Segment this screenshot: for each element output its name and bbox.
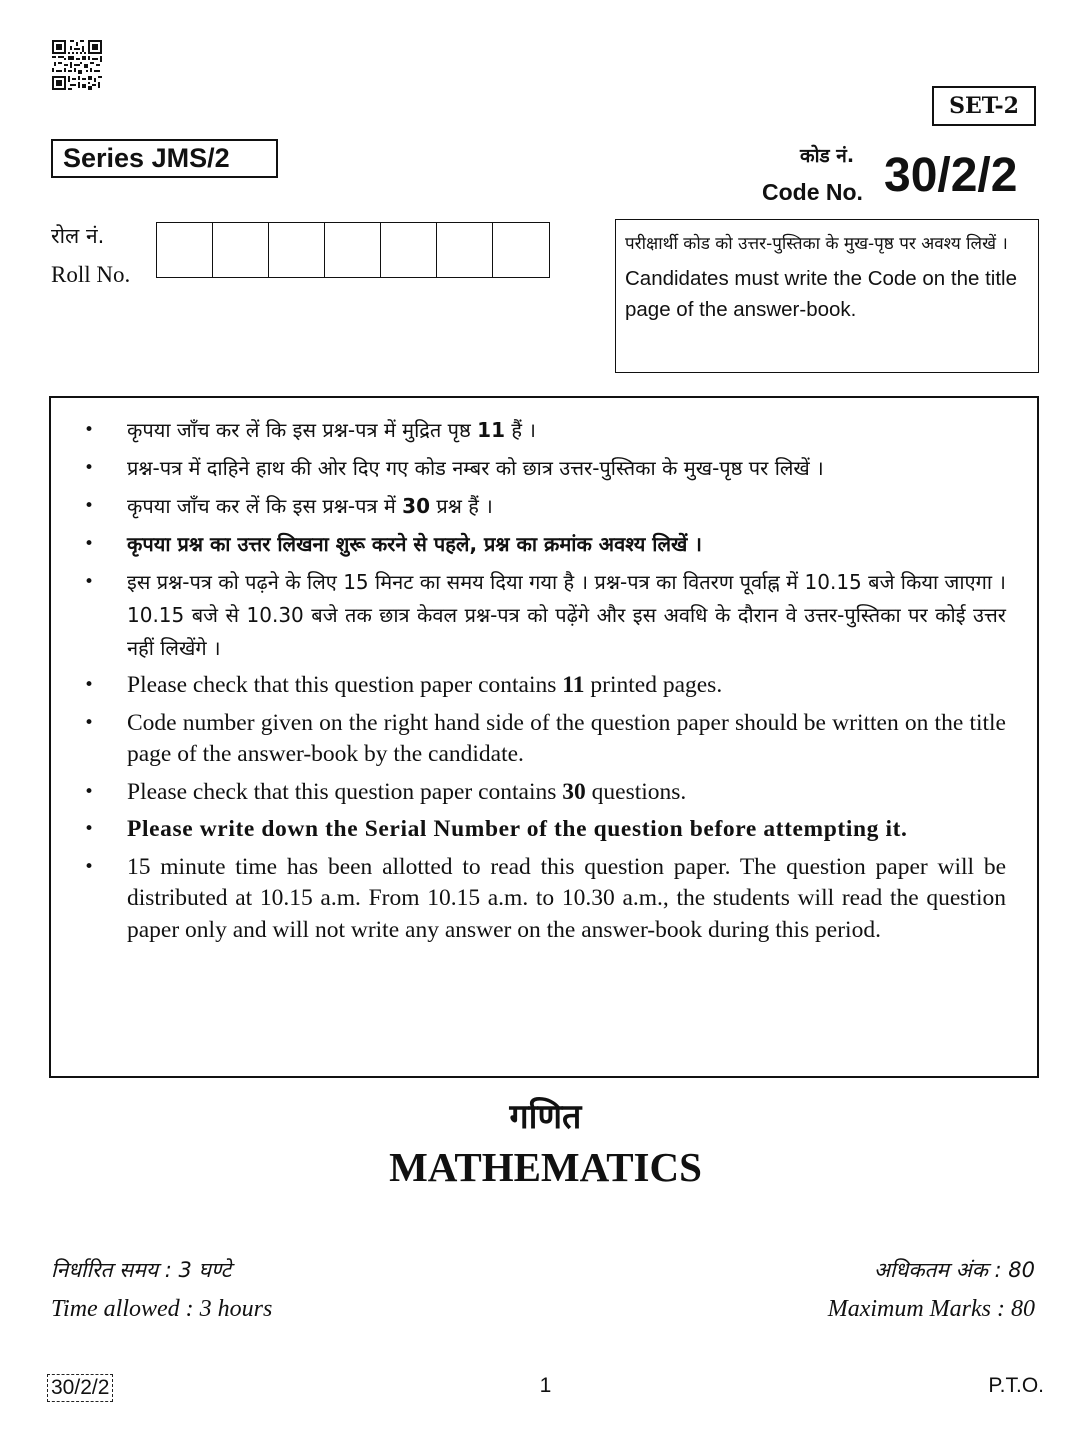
roll-number-box[interactable] — [213, 223, 269, 277]
candidate-notice-box — [615, 219, 1039, 373]
candidate-notice-english: Candidates must write the Code on the title page of the answer-book. — [625, 267, 1017, 321]
roll-number-box[interactable] — [381, 223, 437, 277]
bullet-icon: • — [84, 458, 95, 478]
instructions-list — [51, 398, 1037, 946]
roll-number-box[interactable] — [157, 223, 213, 277]
instruction-item: • कृपया जाँच कर लें कि इस प्रश्न-पत्र में मुद्रित पृष्ठ 11 हैं । — [51, 414, 1006, 447]
time-allowed-english: Time allowed : 3 hours — [51, 1296, 273, 1322]
bullet-icon: • — [84, 856, 95, 877]
page-number: 1 — [539, 1374, 552, 1397]
bullet-icon: • — [84, 534, 95, 554]
roll-label-english: Roll No. — [51, 262, 131, 287]
candidate-notice-hindi: परीक्षार्थी कोड को उत्तर-पुस्तिका के मुख-पृष्ठ पर अवश्य लिखें । — [625, 234, 1008, 254]
roll-number-box[interactable] — [325, 223, 381, 277]
set-label: SET-2 — [932, 86, 1036, 126]
roll-number-box[interactable] — [437, 223, 493, 277]
code-label-hindi: कोड नं. — [800, 145, 855, 167]
instruction-item: • Code number given on the right hand side of the question paper should be written on the title page of the answer-book by the candidate. — [84, 709, 1006, 767]
roll-number-box[interactable] — [269, 223, 325, 277]
bullet-icon: • — [84, 712, 95, 733]
code-number: 30/2/2 — [884, 149, 1018, 202]
bullet-icon: • — [84, 675, 95, 695]
instruction-item: • कृपया जाँच कर लें कि इस प्रश्न-पत्र में 30 प्रश्न हैं । — [51, 490, 1006, 523]
please-turn-over: P.T.O. — [988, 1374, 1044, 1397]
roll-number-box[interactable] — [493, 223, 549, 277]
bullet-icon: • — [84, 572, 95, 592]
bullet-icon: • — [84, 420, 95, 440]
subject-title-english: MATHEMATICS — [389, 1144, 702, 1190]
bullet-icon: • — [84, 496, 95, 516]
instructions-box — [49, 396, 1039, 1078]
instruction-item: • Please write down the Serial Number of the question before attempting it. — [51, 814, 1006, 846]
code-label-english: Code No. — [762, 179, 863, 205]
qr-code-icon — [52, 40, 102, 90]
instruction-item: • कृपया प्रश्न का उत्तर लिखना शुरू करने से पहले, प्रश्न का क्रमांक अवश्य लिखें । — [51, 528, 1006, 561]
instruction-item: • Please check that this question paper contains 11 printed pages. — [51, 670, 1006, 702]
maximum-marks-english: Maximum Marks : 80 — [827, 1296, 1035, 1322]
maximum-marks-hindi: अधिकतम अंक : 80 — [873, 1258, 1035, 1282]
series-label: Series JMS/2 — [51, 139, 278, 178]
time-allowed-hindi: निर्धारित समय : 3 घण्टे — [51, 1258, 232, 1282]
footer-code: 30/2/2 — [47, 1374, 113, 1402]
subject-title-hindi: गणित — [509, 1097, 582, 1137]
bullet-icon: • — [84, 819, 95, 839]
bullet-icon: • — [84, 781, 95, 802]
instruction-item: • 15 minute time has been allotted to read this question paper. The question paper will be distributed at 10.15 a.m. From 10.15 a.m. to 10.30 a.m., the students will read the question paper only and will not write any answer on the answer-book during this period. — [84, 853, 1006, 943]
roll-number-grid[interactable] — [156, 222, 550, 278]
roll-label-hindi: रोल नं. — [51, 224, 105, 248]
instruction-item: • Please check that this question paper contains 30 questions. — [51, 777, 1006, 809]
instruction-item: • प्रश्न-पत्र में दाहिने हाथ की ओर दिए गए कोड नम्बर को छात्र उत्तर-पुस्तिका के मुख-पृष्ठ पर लिखें । — [51, 452, 1006, 485]
instruction-item: • इस प्रश्न-पत्र को पढ़ने के लिए 15 मिनट का समय दिया गया है । प्रश्न-पत्र का वितरण पूर्वाह्न में 10.15 बजे किया जाएगा । 10.15 बजे से 10.30 बजे तक छात्र केवल प्रश्न-पत्र को पढ़ेंगे और इस अवधि के दौरान वे उत्तर-पुस्तिका पर कोई उत्तर नहीं लिखेंगे । — [51, 566, 1006, 665]
